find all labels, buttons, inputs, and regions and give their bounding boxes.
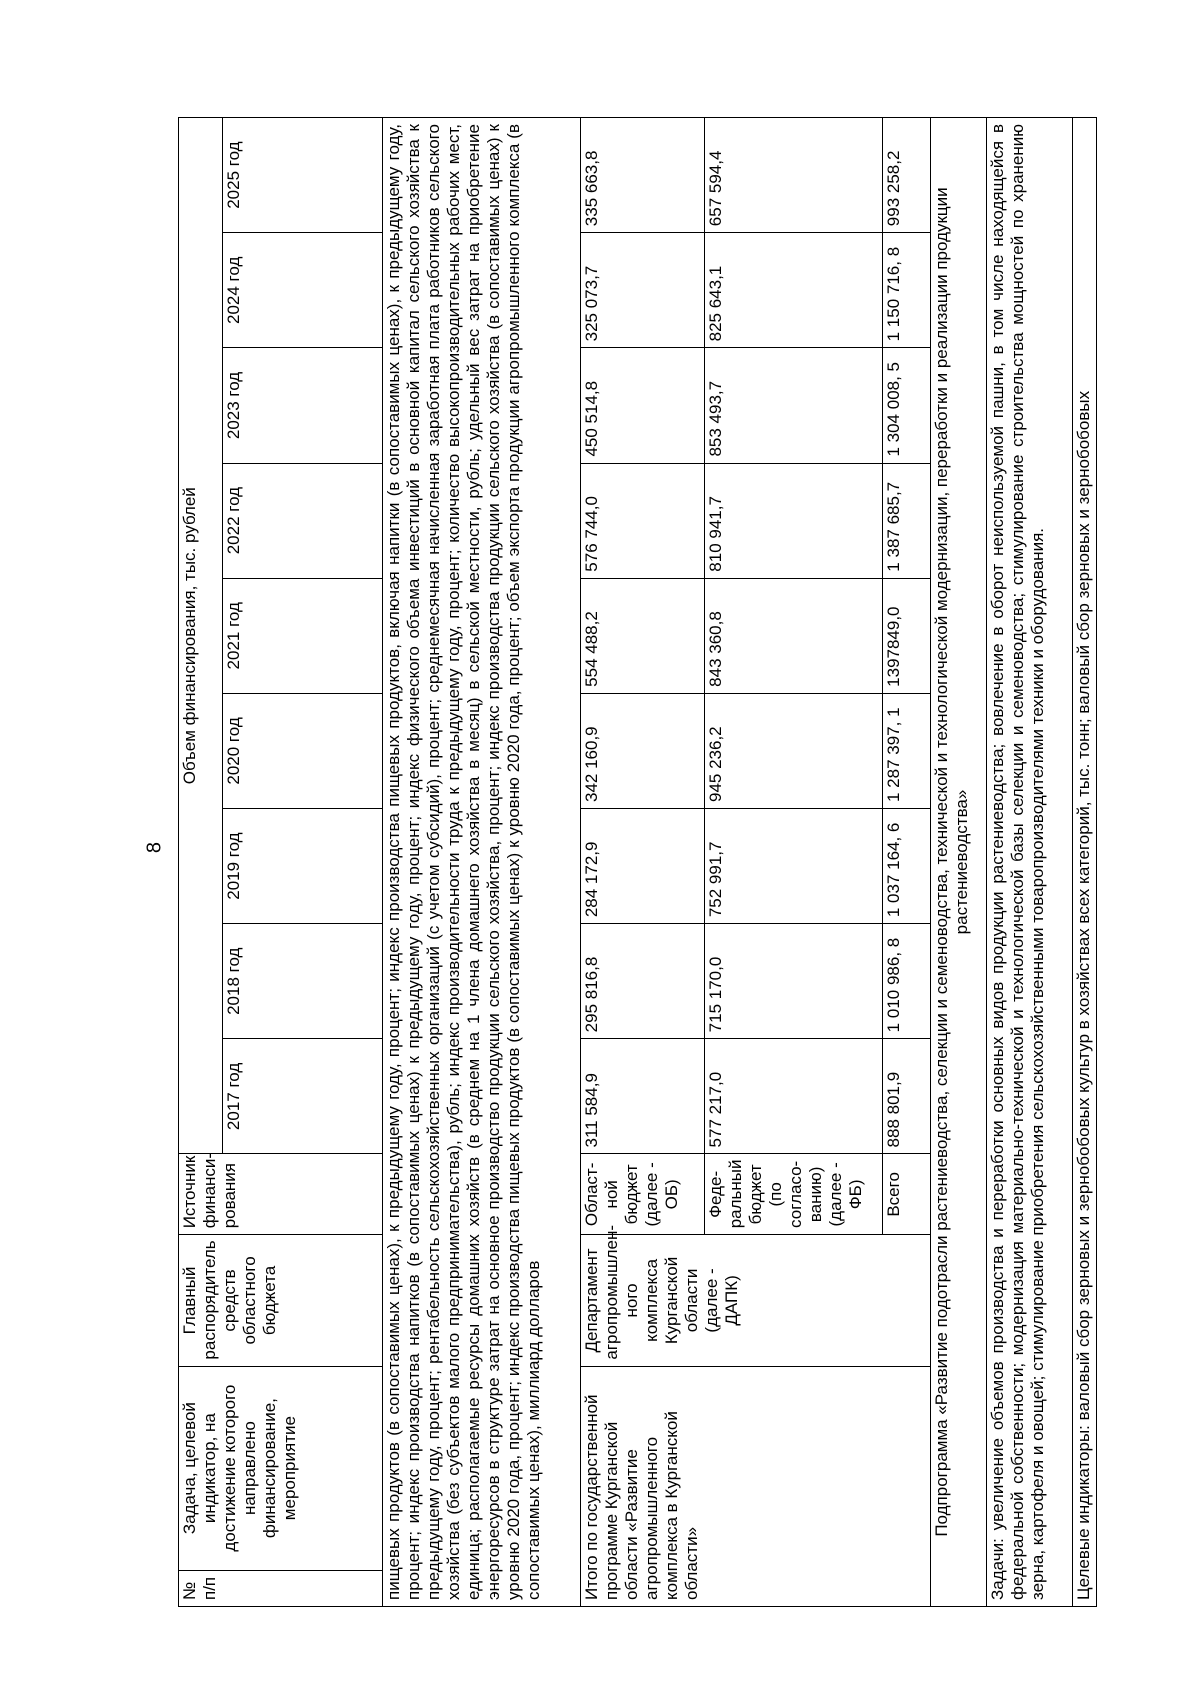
value-cell: 752 991,7: [705, 809, 883, 924]
source-total: Всего: [883, 1154, 931, 1235]
value-cell: 311 584,9: [581, 1039, 705, 1154]
value-cell: 576 744,0: [581, 463, 705, 578]
target-row: [1073, 118, 1097, 1607]
value-cell: 1 037 164, 6: [883, 809, 931, 924]
source-federal: Феде- ральный бюджет (по согласо- ванию) (далее - ФБ): [705, 1154, 883, 1235]
year-2025: 2025 год: [223, 118, 383, 233]
value-cell: 657 594,4: [705, 118, 883, 233]
value-cell: 577 217,0: [705, 1039, 883, 1154]
value-cell: 993 258,2: [883, 118, 931, 233]
year-2023: 2023 год: [223, 348, 383, 463]
header-task: Задача, целевой индикатор, на достижение которого направлено финансирование, мероприятие: [179, 1366, 383, 1570]
year-2019: 2019 год: [223, 809, 383, 924]
value-cell: 554 488,2: [581, 578, 705, 693]
page-number: 8: [143, 841, 166, 854]
year-2020: 2020 год: [223, 693, 383, 808]
value-cell: 295 816,8: [581, 924, 705, 1039]
value-cell: 1 387 685,7: [883, 463, 931, 578]
total-manager: Департамент агропромышлен- ного комплекса Курганской области (далее - ДАПК): [581, 1235, 931, 1366]
financing-table: [178, 117, 1097, 1607]
subprogram-title: Подпрограмма «Развитие подотрасли растениеводства, селекции и семеноводства, технической и технологической модернизации, переработки и реализации продукции растениеводства»: [931, 118, 987, 1607]
subprogram-row: [931, 118, 987, 1607]
target-indicators-text: Целевые индикаторы: валовый сбор зерновых и зернобобовых культур в хозяйствах всех категорий, тыс. тонн; валовый сбор зерновых и зернобобовых: [1073, 118, 1097, 1607]
value-cell: 342 160,9: [581, 693, 705, 808]
total-row-regional: [581, 118, 705, 1607]
value-cell: 853 493,7: [705, 348, 883, 463]
value-cell: 843 360,8: [705, 578, 883, 693]
header-volume: Объем финансирования, тыс. рублей: [179, 118, 223, 1154]
value-cell: 1 150 716, 8: [883, 233, 931, 348]
value-cell: 1 287 397, 1: [883, 693, 931, 808]
header-number: № п/п: [179, 1570, 383, 1606]
value-cell: 810 941,7: [705, 463, 883, 578]
value-cell: 284 172,9: [581, 809, 705, 924]
indicators-row: [383, 118, 581, 1607]
value-cell: 325 073,7: [581, 233, 705, 348]
total-label: Итого по государственной программе Курганской области «Развитие агропромышленного комплекса в Курганской области»: [581, 1366, 931, 1606]
year-2024: 2024 год: [223, 233, 383, 348]
tasks-text: Задачи: увеличение объемов производства и переработки основных видов продукции растениеводства; вовлечение в оборот неиспользуемой пашни, в том числе находящейся в федеральной собственности; модернизация материально-технической и технологической базы селекции и семеноводства; стимулирование строительства мощностей по хранению зерна, картофеля и овощей; стимулирование приобретения сельскохозяйственными товаропроизводителями техники и оборудования.: [987, 118, 1073, 1607]
tasks-row: [987, 118, 1073, 1607]
source-regional: Област- ной бюджет (далее - ОБ): [581, 1154, 705, 1235]
value-cell: 1 010 986, 8: [883, 924, 931, 1039]
value-cell: 888 801,9: [883, 1039, 931, 1154]
value-cell: 715 170,0: [705, 924, 883, 1039]
value-cell: 825 643,1: [705, 233, 883, 348]
value-cell: 450 514,8: [581, 348, 705, 463]
year-2017: 2017 год: [223, 1039, 383, 1154]
indicators-text: пищевых продуктов (в сопоставимых ценах), к предыдущему году, процент; индекс производства пищевых продуктов, включая напитки (в сопоставимых ценах), к предыдущему году, процент; индекс производства напитков (в сопоставимых ценах) к предыдущему году, процент; индекс физического объема инвестиций в основной капитал сельского хозяйства к предыдущему году, процент; рентабельность сельскохозяйственных организаций (с учетом субсидий), процент; среднемесячная начисленная заработная плата работников сельского хозяйства (без субъектов малого предпринимательства), рубль; индекс производительности труда к предыдущему году, процент; количество высокопроизводительных рабочих мест, единица; располагаемые ресурсы домашних хозяйств (в среднем на 1 члена домашнего хозяйства в месяц) в сельской местности, рубль; удельный вес затрат на приобретение энергоресурсов в структуре затрат на основное производство продукции сельского хозяйства, процент; индекс производства продукции сельского хозяйства (в сопоставимых ценах) к уровню 2020 года, процент; индекс производства пищевых продуктов (в сопоставимых ценах) к уровню 2020 года, процент; объем экспорта продукции агропромышленного комплекса (в сопоставимых ценах), миллиард долларов: [383, 118, 581, 1607]
value-cell: 335 663,8: [581, 118, 705, 233]
rotated-page: [178, 117, 1098, 1607]
header-source: Источник финанси- рования: [179, 1154, 383, 1235]
value-cell: 1 304 008, 5: [883, 348, 931, 463]
header-row-1: [179, 118, 223, 1607]
year-2018: 2018 год: [223, 924, 383, 1039]
header-manager: Главный распорядитель средств областного бюджета: [179, 1235, 383, 1366]
year-2022: 2022 год: [223, 463, 383, 578]
year-2021: 2021 год: [223, 578, 383, 693]
value-cell: 945 236,2: [705, 693, 883, 808]
value-cell: 1397849,0: [883, 578, 931, 693]
